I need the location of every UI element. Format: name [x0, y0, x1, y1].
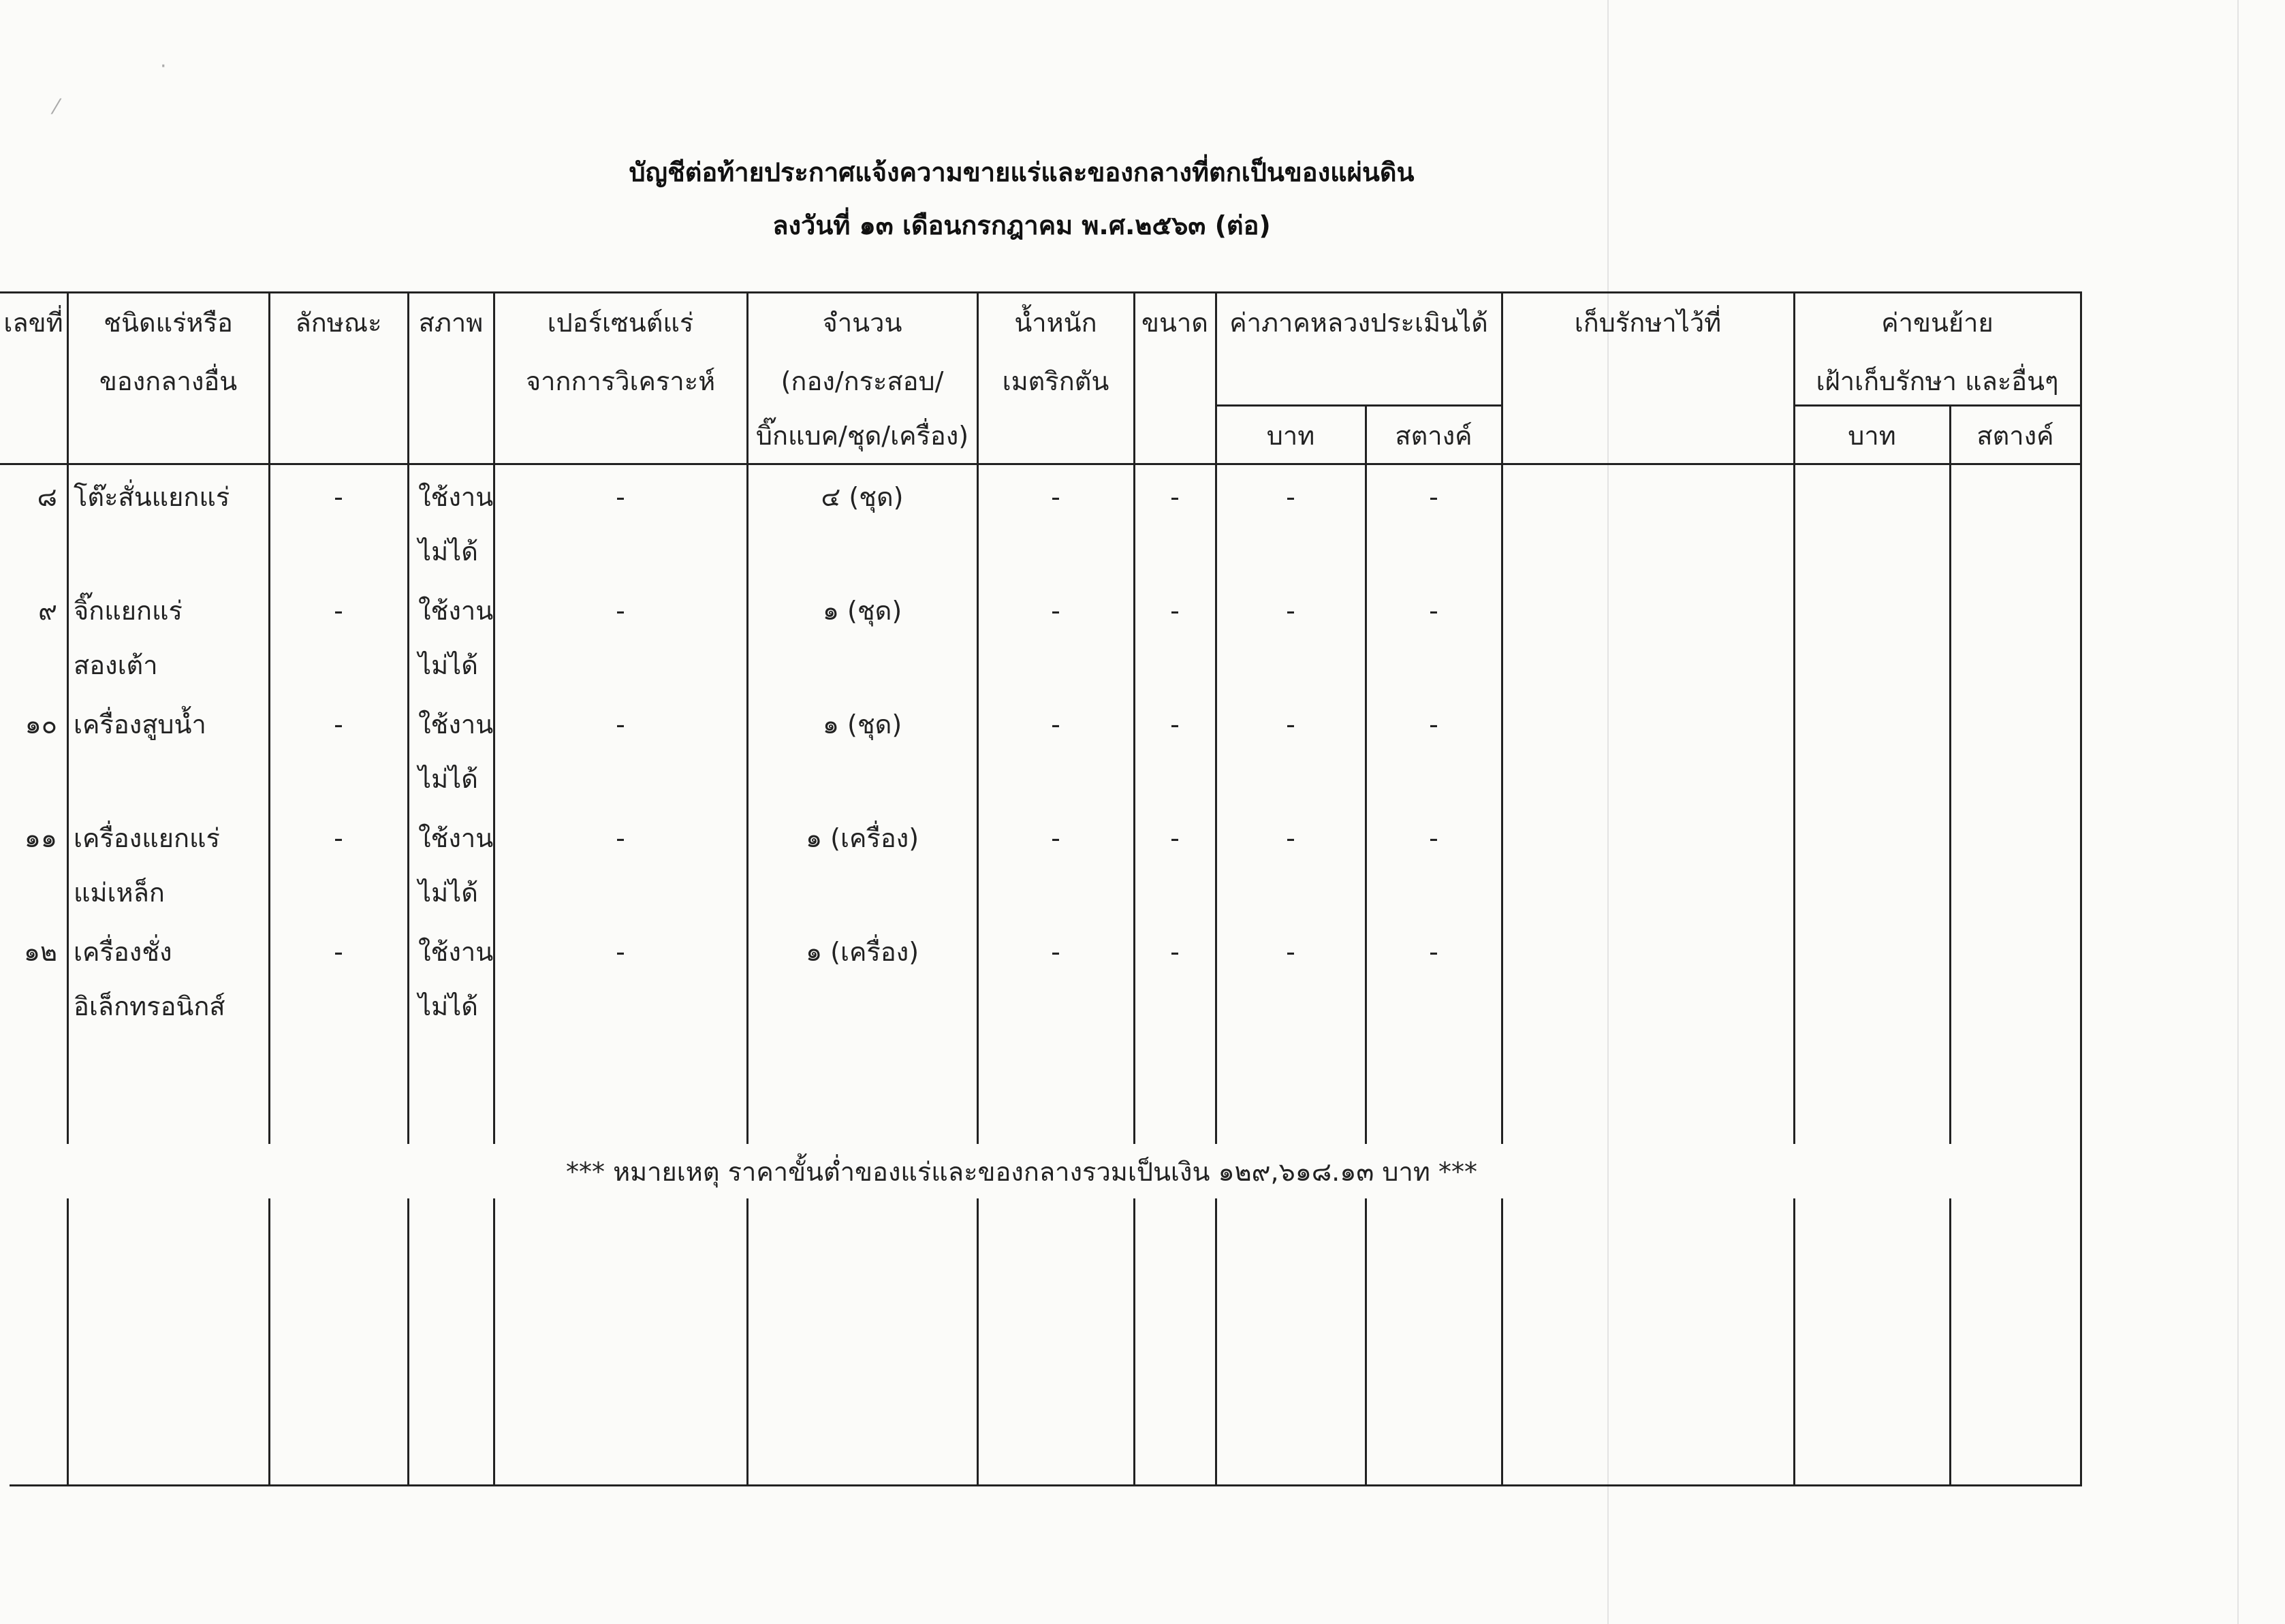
- row-type-line1: จิ๊กแยกแร่: [74, 596, 183, 626]
- row-quantity: ๑ (ชุด): [822, 596, 902, 626]
- header-quantity-line3: บิ๊กแบค/ชุด/เครื่อง): [755, 421, 969, 451]
- row-character: -: [334, 937, 343, 967]
- row-no: ๑๑: [24, 823, 57, 853]
- row-type-line1: เครื่องแยกแร่: [74, 823, 220, 853]
- header-royalty-baht: บาท: [1266, 421, 1315, 451]
- row-satang: -: [1429, 710, 1438, 739]
- header-type-line2: ของกลางอื่น: [99, 366, 238, 396]
- header-transport-line1: ค่าขนย้าย: [1881, 308, 1994, 338]
- header-weight-line1: น้ำหนัก: [1014, 308, 1097, 338]
- header-condition: สภาพ: [418, 308, 484, 338]
- row-type-line2: อิเล็กทรอนิกส์: [74, 991, 225, 1021]
- row-baht: -: [1286, 596, 1295, 626]
- paper-fold: [2237, 0, 2239, 1624]
- header-transport-satang: สตางค์: [1976, 421, 2054, 451]
- row-size: -: [1170, 482, 1180, 512]
- row-satang: -: [1429, 482, 1438, 512]
- document-date-line: ลงวันที่ ๑๓ เดือนกรกฎาคม พ.ศ.๒๕๖๓ (ต่อ): [772, 210, 1271, 240]
- row-percent: -: [616, 482, 625, 512]
- row-no: ๑๒: [23, 937, 57, 967]
- row-baht: -: [1286, 823, 1295, 853]
- header-quantity-line1: จำนวน: [822, 308, 902, 338]
- row-character: -: [334, 710, 343, 739]
- total-note: *** หมายเหตุ ราคาขั้นต่ำของแร่และของกลางรวมเป็นเงิน ๑๒๙,๖๑๘.๑๓ บาท ***: [566, 1157, 1477, 1187]
- row-weight: -: [1051, 710, 1060, 739]
- paper-speck: ⁄: [54, 95, 59, 119]
- row-size: -: [1170, 823, 1180, 853]
- row-baht: -: [1286, 482, 1295, 512]
- row-percent: -: [616, 937, 625, 967]
- row-condition-line2: ไม่ได้: [418, 991, 478, 1021]
- document-title: บัญชีต่อท้ายประกาศแจ้งความขายแร่และของกลางที่ตกเป็นของแผ่นดิน: [629, 157, 1415, 187]
- row-weight: -: [1051, 823, 1060, 853]
- row-condition-line1: ใช้งาน: [418, 937, 494, 967]
- row-quantity: ๔ (ชุด): [821, 482, 904, 512]
- header-royalty-satang: สตางค์: [1395, 421, 1472, 451]
- row-percent: -: [616, 710, 625, 739]
- row-size: -: [1170, 937, 1180, 967]
- header-royalty-value: ค่าภาคหลวงประเมินได้: [1229, 308, 1488, 338]
- header-quantity-line2: (กอง/กระสอบ/: [781, 366, 944, 396]
- row-satang: -: [1429, 937, 1438, 967]
- row-baht: -: [1286, 710, 1295, 739]
- row-condition-line2: ไม่ได้: [418, 537, 478, 567]
- paper-speck: ·: [160, 54, 167, 78]
- header-storage: เก็บรักษาไว้ที่: [1574, 308, 1722, 338]
- row-weight: -: [1051, 482, 1060, 512]
- header-transport-line2: เฝ้าเก็บรักษา และอื่นๆ: [1816, 366, 2059, 396]
- row-character: -: [334, 823, 343, 853]
- row-condition-line1: ใช้งาน: [418, 482, 494, 512]
- row-percent: -: [616, 596, 625, 626]
- row-weight: -: [1051, 937, 1060, 967]
- row-no: ๑๐: [25, 710, 57, 739]
- row-quantity: ๑ (เครื่อง): [805, 823, 919, 853]
- row-condition-line2: ไม่ได้: [418, 650, 478, 680]
- header-type-line1: ชนิดแร่หรือ: [104, 308, 233, 338]
- row-condition-line1: ใช้งาน: [418, 710, 494, 739]
- row-character: -: [334, 482, 343, 512]
- row-baht: -: [1286, 937, 1295, 967]
- row-weight: -: [1051, 596, 1060, 626]
- row-no: ๘: [37, 482, 57, 512]
- row-no: ๙: [38, 596, 57, 626]
- row-satang: -: [1429, 823, 1438, 853]
- row-type-line1: เครื่องสูบน้ำ: [74, 710, 206, 739]
- header-character: ลักษณะ: [295, 308, 382, 338]
- row-type-line2: สองเต้า: [74, 650, 158, 680]
- row-condition-line2: ไม่ได้: [418, 878, 478, 908]
- row-character: -: [334, 596, 343, 626]
- row-condition-line1: ใช้งาน: [418, 823, 494, 853]
- header-weight-line2: เมตริกตัน: [1002, 366, 1109, 396]
- row-quantity: ๑ (ชุด): [822, 710, 902, 739]
- header-size: ขนาด: [1141, 308, 1208, 338]
- row-type-line2: แม่เหล็ก: [74, 878, 165, 908]
- row-type-line1: โต๊ะสั่นแยกแร่: [74, 482, 230, 512]
- row-quantity: ๑ (เครื่อง): [805, 937, 919, 967]
- row-condition-line2: ไม่ได้: [418, 764, 478, 794]
- header-percent-line1: เปอร์เซนต์แร่: [547, 308, 694, 338]
- row-size: -: [1170, 596, 1180, 626]
- header-no: เลขที่: [3, 308, 63, 338]
- header-transport-baht: บาท: [1848, 421, 1896, 451]
- row-size: -: [1170, 710, 1180, 739]
- row-satang: -: [1429, 596, 1438, 626]
- row-type-line1: เครื่องชั่ง: [74, 937, 172, 967]
- row-percent: -: [616, 823, 625, 853]
- row-condition-line1: ใช้งาน: [418, 596, 494, 626]
- header-percent-line2: จากการวิเคราะห์: [525, 366, 716, 396]
